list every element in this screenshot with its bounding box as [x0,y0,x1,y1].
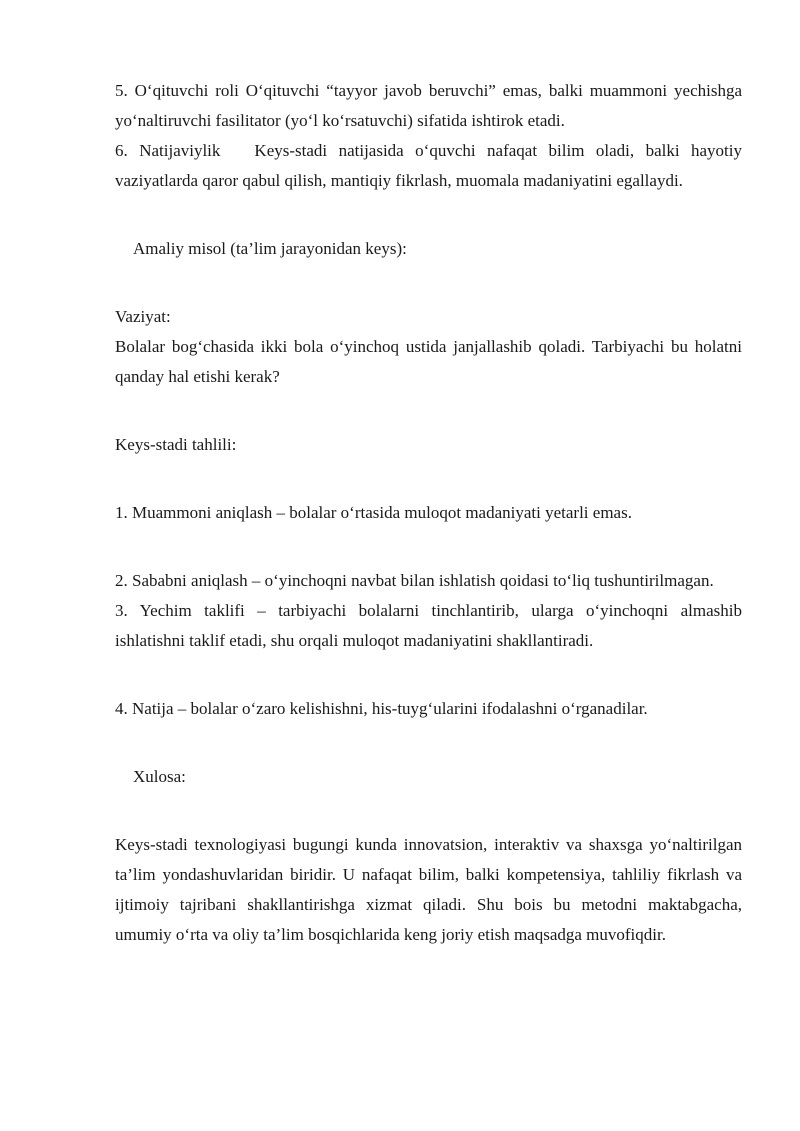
analysis-step-4: 4. Natija – bolalar o‘zaro kelishishni, his-tuyg‘ularini ifodalashni o‘rganadilar. [115,699,648,718]
example-heading: Amaliy misol (ta’lim jarayonidan keys): [133,239,407,258]
item-5-number: 5. [115,81,128,100]
conclusion-heading: Xulosa: [133,767,186,786]
situation-label: Vaziyat: [115,307,171,326]
analysis-step-3: 3. Yechim taklifi – tarbiyachi bolalarni tinchlantirib, ularga o‘yinchoqni almashib ishlatishni taklif etadi, shu orqali muloqot madaniyatini shakllantiradi. [115,601,742,650]
item-6 [115,136,742,196]
item-5 [115,76,742,136]
item-5-text: O‘qituvchi “tayyor javob beruvchi” emas, balki muammoni yechishga yo‘naltiruvchi fasilitator (yo‘l ko‘rsatuvchi) sifatida ishtirok etadi. [115,81,743,130]
analysis-heading: Keys-stadi tahlili: [115,435,237,454]
analysis-step-2: 2. Sababni aniqlash – o‘yinchoqni navbat bilan ishlatish qoidasi to‘liq tushuntirilmagan. [115,571,714,590]
document-page [115,76,742,950]
conclusion-text: Keys-stadi texnologiyasi bugungi kunda innovatsion, interaktiv va shaxsga yo‘naltirilgan ta’lim yondashuvlaridan biridir. U nafaqat bilim, balki kompetensiya, tahliliy fikrlash va ijtimoiy tajribani shakllantirishga xizmat qiladi. Shu bois bu metodni maktabgacha, umumiy o‘rta va oliy ta’lim bosqichlarida keng joriy etish maqsadga muvofiqdir. [115,835,742,944]
item-6-number: 6. [115,141,128,160]
item-5-term: O‘qituvchi roli [134,81,239,100]
item-6-term: Natijaviylik [139,141,221,160]
analysis-step-1: 1. Muammoni aniqlash – bolalar o‘rtasida muloqot madaniyati yetarli emas. [115,503,632,522]
situation-text: Bolalar bog‘chasida ikki bola o‘yinchoq ustida janjallashib qoladi. Tarbiyachi bu holatni qanday hal etishi kerak? [115,337,742,386]
item-6-text: Keys-stadi natijasida o‘quvchi nafaqat bilim oladi, balki hayotiy vaziyatlarda qaror qabul qilish, mantiqiy fikrlash, muomala madaniyatini egallaydi. [115,141,742,190]
